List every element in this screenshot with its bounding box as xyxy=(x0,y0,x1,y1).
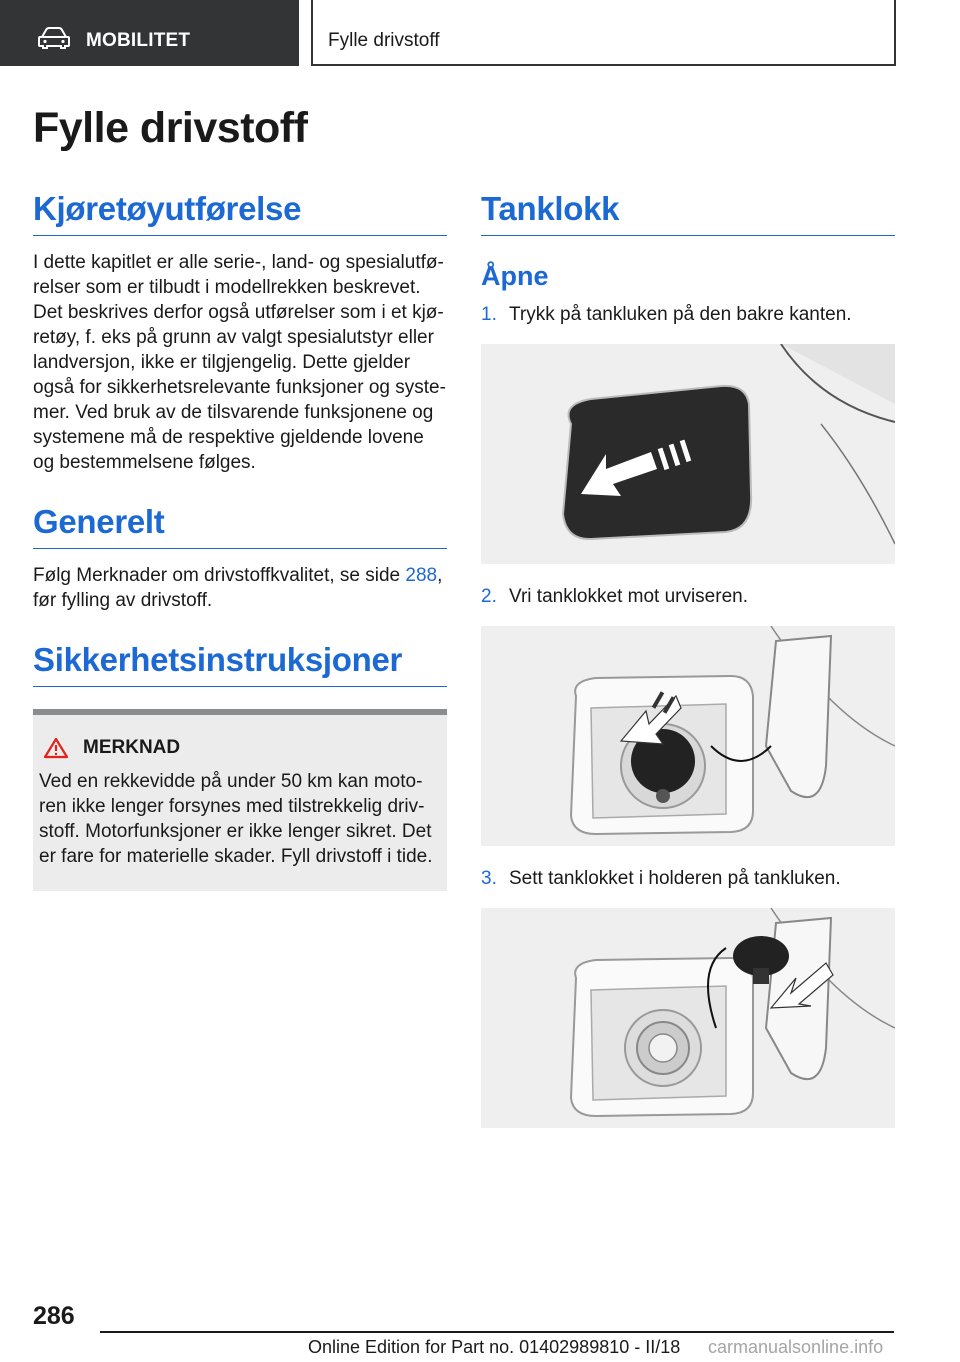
figure-turn-cap xyxy=(481,626,895,846)
warning-triangle-icon xyxy=(43,737,69,759)
heading-generelt: Generelt xyxy=(33,503,447,549)
site-watermark: carmanualsonline.info xyxy=(708,1337,884,1357)
step-number: 3. xyxy=(481,868,497,889)
heading-sikkerhetsinstruksjoner: Sikkerhetsinstruksjoner xyxy=(33,641,447,687)
notice-text: Ved en rekkevidde på under 50 km kan motoren ikke lenger forsynes med tilstrekkelig drivstoff. Motorfunksjoner er ikke lenger sikret. Det er fare for materielle skader. Fyll drivstoff i tide. xyxy=(39,771,433,867)
right-column xyxy=(481,190,895,1148)
step-text: Sett tanklokket i holderen på tankluken. xyxy=(509,868,841,889)
subheading-apne: Åpne xyxy=(481,261,549,291)
figure-press-fuel-flap xyxy=(481,344,895,564)
step-3 xyxy=(481,866,895,891)
step-2 xyxy=(481,584,895,609)
page-label: Fylle drivstoff xyxy=(328,30,440,51)
footer-divider xyxy=(100,1331,894,1333)
page-tab[interactable] xyxy=(311,0,896,66)
notice-label: MERKNAD xyxy=(83,737,181,758)
paragraph-generelt xyxy=(33,563,447,613)
step-number: 2. xyxy=(481,586,497,607)
edition-text: Online Edition for Part no. 01402989810 - II/18 xyxy=(308,1337,681,1357)
paragraph-kjoretoyutforelse: I dette kapitlet er alle serie-, land- og spesialutførelser som er tilbudt i modellrekken beskrevet. Det beskrives derfor også utførelser som i et kjøretøy, f. eks på grunn av valgt spesialutstyr eller landversjon, ikke er tilgjengelig. Dette gjelder også for sikkerhetsrelevante funksjoner og systemer. Ved bruk av de tilsvarende funksjonene og systemene må de respektive gjeldende lovene og bestemmelsene følges. xyxy=(33,252,446,473)
page-link[interactable]: 288 xyxy=(405,565,438,586)
left-column xyxy=(33,190,447,891)
section-label: MOBILITET xyxy=(86,30,191,51)
generelt-text-after: , før fylling av drivstoff. xyxy=(33,565,443,611)
step-text: Vri tanklokket mot urviseren. xyxy=(509,586,748,607)
heading-tanklokk: Tanklokk xyxy=(481,190,895,236)
car-icon xyxy=(38,27,70,49)
notice-header xyxy=(39,737,437,759)
page-header xyxy=(0,0,960,66)
section-tab[interactable] xyxy=(0,0,299,66)
heading-kjoretoyutforelse: Kjøretøyutførelse xyxy=(33,190,447,236)
step-text: Trykk på tankluken på den bakre kanten. xyxy=(509,304,852,325)
step-1 xyxy=(481,302,895,327)
generelt-text-before: Følg Merknader om drivstoffkvalitet, se side xyxy=(33,565,406,586)
page-title: Fylle drivstoff xyxy=(33,104,308,152)
figure-cap-holder xyxy=(481,908,895,1128)
notice-box xyxy=(33,709,447,891)
page-number: 286 xyxy=(33,1302,75,1330)
step-number: 1. xyxy=(481,304,497,325)
